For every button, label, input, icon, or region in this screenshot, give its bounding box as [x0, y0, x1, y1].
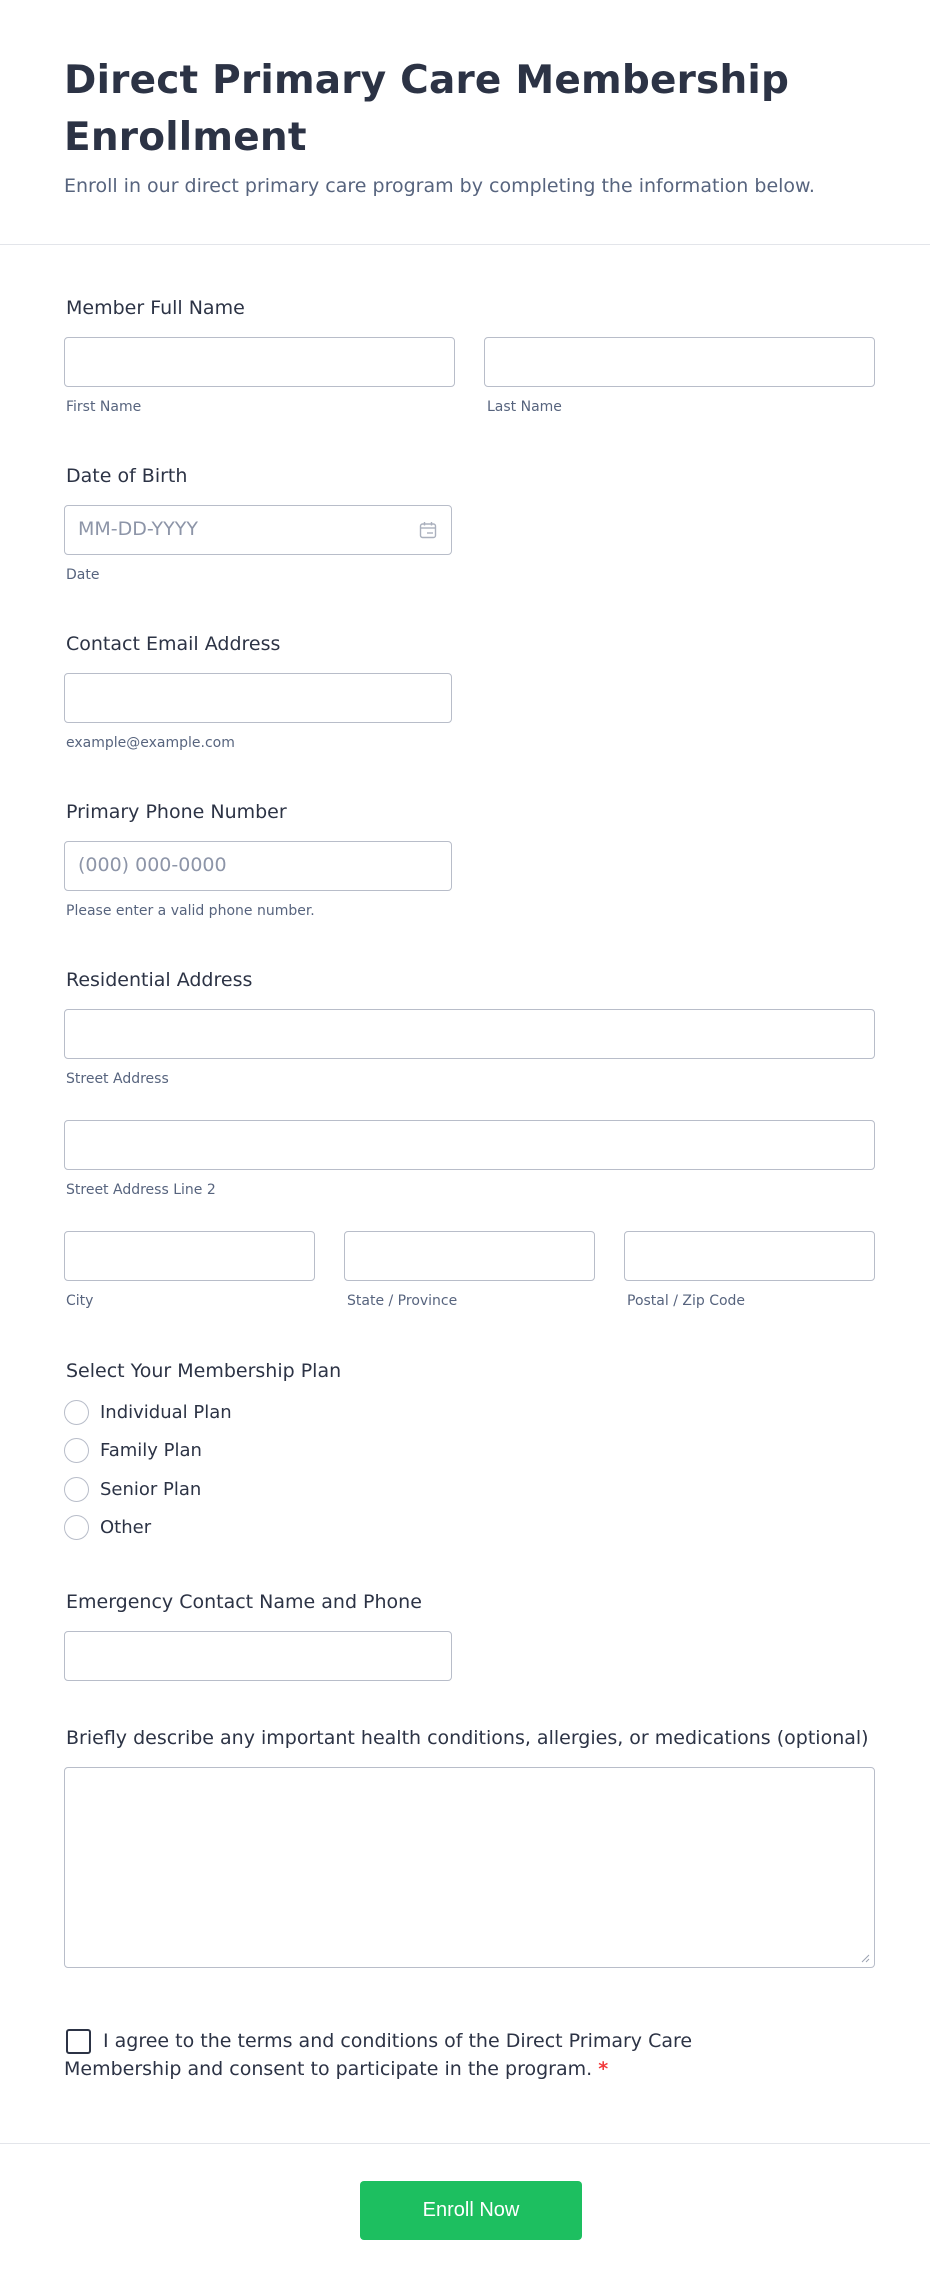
first-name-input[interactable]: [64, 337, 455, 387]
street-address-line2-sublabel: Street Address Line 2: [66, 1182, 216, 1198]
health-conditions-label: Briefly describe any important health conditions, allergies, or medications (optional): [66, 1727, 869, 1749]
radio-button[interactable]: [64, 1477, 89, 1502]
plan-option-label: Family Plan: [100, 1439, 202, 1461]
health-conditions-textarea[interactable]: [64, 1767, 875, 1968]
enroll-now-button[interactable]: Enroll Now: [360, 2181, 582, 2240]
terms-text-line2-wrap: [64, 2055, 608, 2083]
plan-option-label: Other: [100, 1516, 152, 1538]
radio-button[interactable]: [64, 1515, 89, 1540]
dob-sublabel: Date: [66, 567, 100, 583]
dob-input[interactable]: [64, 505, 452, 555]
radio-button[interactable]: [64, 1438, 89, 1463]
radio-button[interactable]: [64, 1400, 89, 1425]
form-header: [0, 0, 930, 245]
terms-checkbox[interactable]: [66, 2029, 91, 2054]
emergency-contact-input[interactable]: [64, 1631, 452, 1681]
address-label: Residential Address: [66, 969, 253, 991]
dob-placeholder: MM-DD-YYYY: [78, 518, 198, 540]
email-sublabel: example@example.com: [66, 735, 235, 751]
zip-input[interactable]: [624, 1231, 875, 1281]
terms-text-line2: Membership and consent to participate in the program.: [64, 2058, 593, 2080]
state-sublabel: State / Province: [347, 1293, 458, 1309]
plan-option-other[interactable]: [64, 1512, 151, 1542]
city-sublabel: City: [66, 1293, 94, 1309]
terms-text-line1: I agree to the terms and conditions of the Direct Primary Care: [103, 2030, 693, 2052]
plan-label: Select Your Membership Plan: [66, 1360, 342, 1382]
required-mark: *: [598, 2058, 609, 2080]
calendar-icon[interactable]: [419, 521, 437, 539]
state-input[interactable]: [344, 1231, 595, 1281]
plan-option-individual[interactable]: [64, 1397, 232, 1427]
plan-option-family[interactable]: [64, 1435, 202, 1465]
plan-option-label: Individual Plan: [100, 1401, 232, 1423]
last-name-sublabel: Last Name: [487, 399, 562, 415]
plan-option-label: Senior Plan: [100, 1478, 202, 1500]
dob-label: Date of Birth: [66, 465, 188, 487]
phone-placeholder: (000) 000-0000: [78, 854, 227, 876]
footer-divider: [0, 2143, 930, 2144]
last-name-input[interactable]: [484, 337, 875, 387]
street-address-sublabel: Street Address: [66, 1071, 169, 1087]
emergency-contact-label: Emergency Contact Name and Phone: [66, 1591, 422, 1613]
page-title: Direct Primary Care Membership Enrollment: [64, 58, 790, 160]
page-subtitle: Enroll in our direct primary care program by completing the information below.: [64, 175, 815, 197]
full-name-label: Member Full Name: [66, 297, 245, 319]
first-name-sublabel: First Name: [66, 399, 142, 415]
city-input[interactable]: [64, 1231, 315, 1281]
street-address-line2-input[interactable]: [64, 1120, 875, 1170]
email-input[interactable]: [64, 673, 452, 723]
plan-option-senior[interactable]: [64, 1474, 201, 1504]
street-address-input[interactable]: [64, 1009, 875, 1059]
resize-handle-icon[interactable]: [860, 1953, 870, 1963]
phone-sublabel: Please enter a valid phone number.: [66, 903, 315, 919]
phone-label: Primary Phone Number: [66, 801, 287, 823]
zip-sublabel: Postal / Zip Code: [627, 1293, 746, 1309]
phone-input[interactable]: [64, 841, 452, 891]
email-label: Contact Email Address: [66, 633, 281, 655]
